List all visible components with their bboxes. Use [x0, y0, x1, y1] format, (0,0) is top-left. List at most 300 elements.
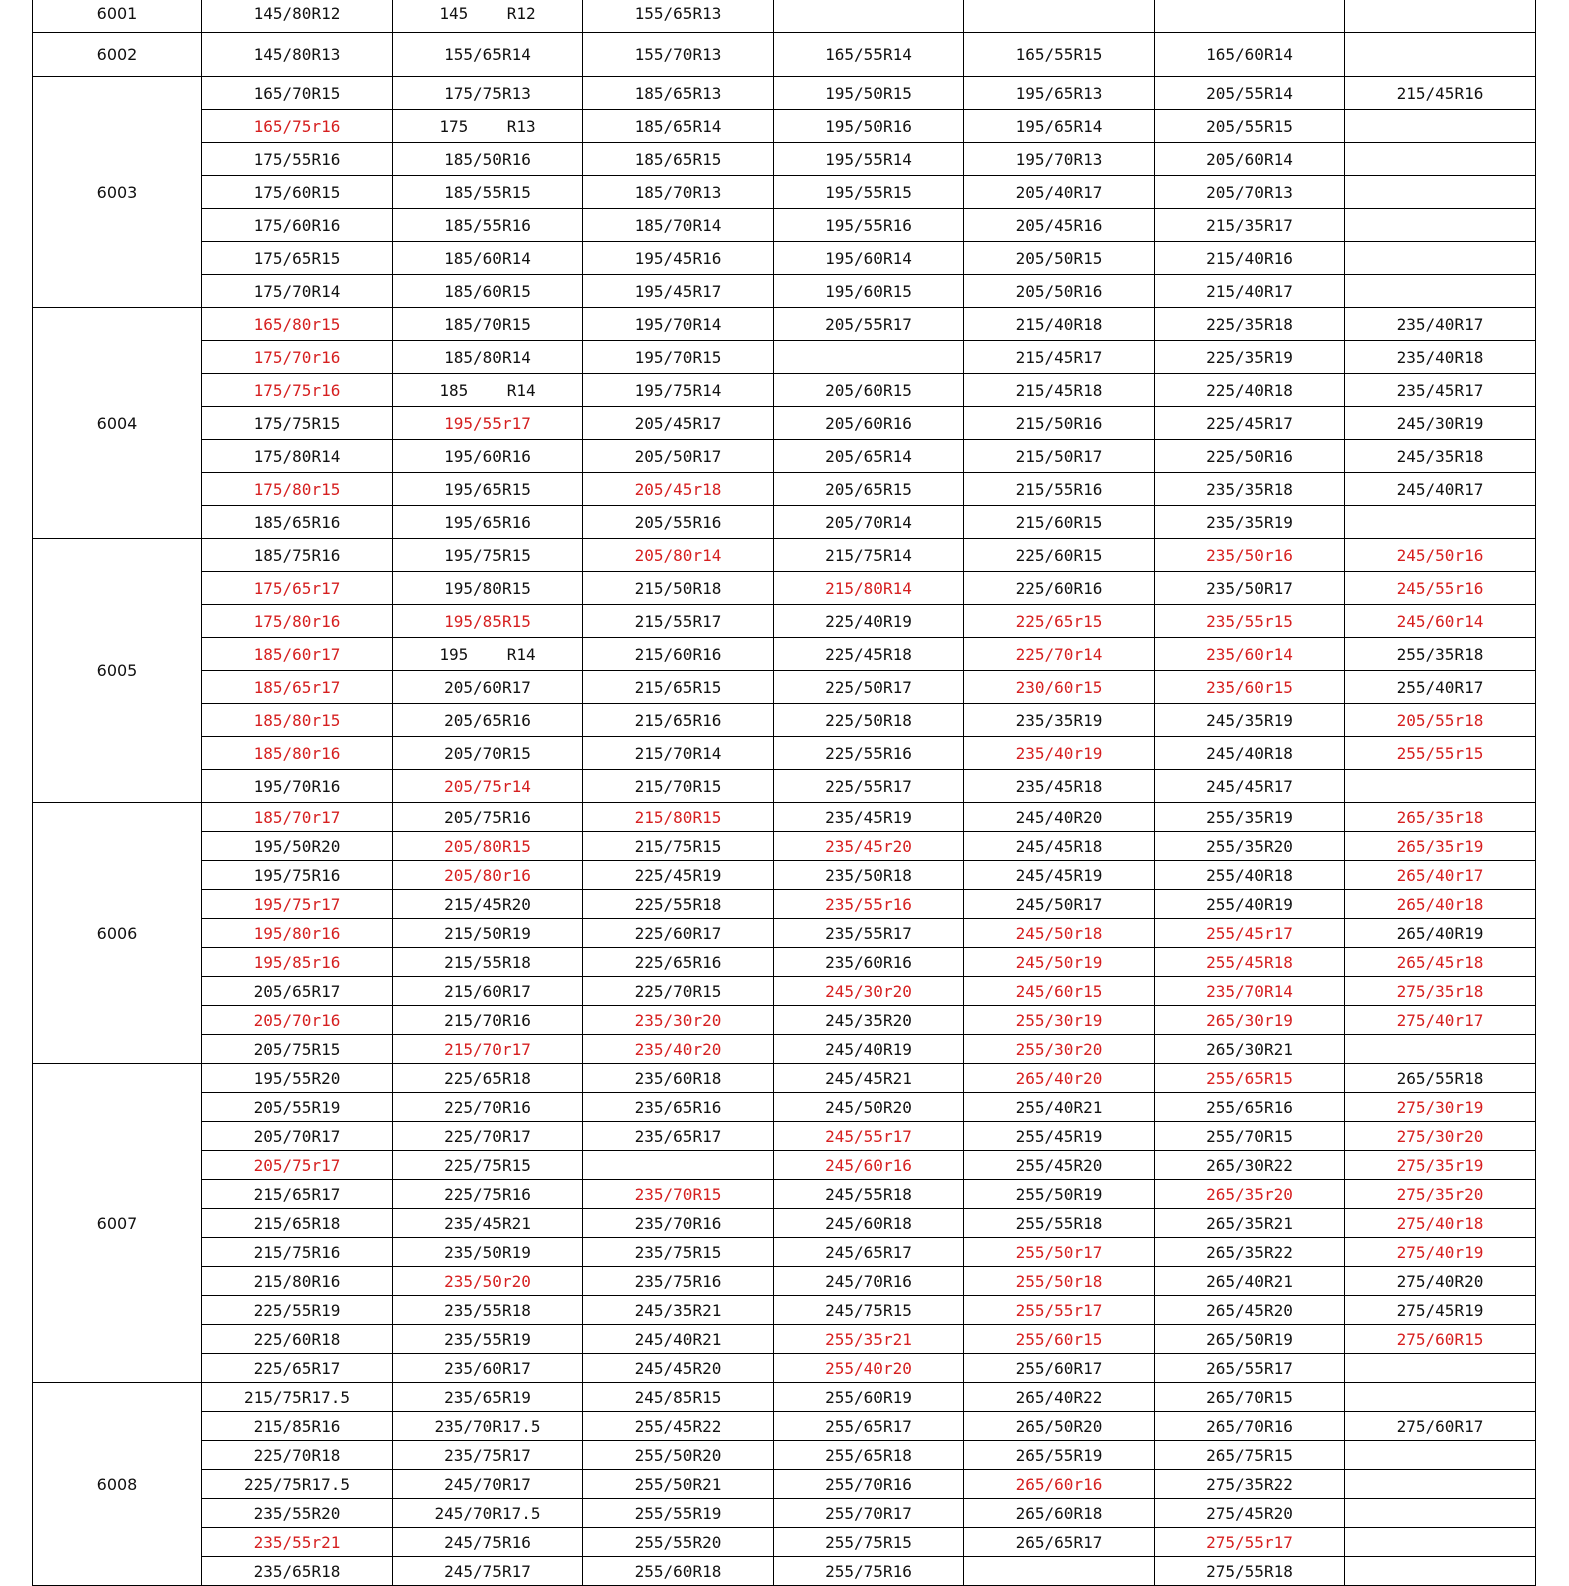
table-row	[33, 0, 1536, 33]
size-cell: 225/55R16	[774, 737, 964, 770]
size-cell: 205/65R15	[774, 473, 964, 506]
size-cell: 195/65R15	[393, 473, 583, 506]
size-cell: 225/50R18	[774, 704, 964, 737]
size-cell: 245/40R20	[964, 803, 1155, 832]
size-cell: 215/40R17	[1155, 275, 1345, 308]
size-cell: 195/60R15	[774, 275, 964, 308]
size-cell: 245/45R19	[964, 861, 1155, 890]
size-cell: 215/40R18	[964, 308, 1155, 341]
size-cell-highlighted: 175/80r15	[202, 473, 393, 506]
size-cell: 235/55R17	[774, 919, 964, 948]
size-cell-highlighted: 175/70r16	[202, 341, 393, 374]
size-cell: 185/55R15	[393, 176, 583, 209]
size-cell: 205/40R17	[964, 176, 1155, 209]
size-cell: 165/55R14	[774, 33, 964, 77]
size-cell-highlighted: 230/60r15	[964, 671, 1155, 704]
size-cell-highlighted: 235/55r21	[202, 1528, 393, 1557]
size-cell: 255/55R18	[964, 1209, 1155, 1238]
table-row	[33, 1209, 1536, 1238]
table-row	[33, 1354, 1536, 1383]
size-cell-highlighted: 255/45r17	[1155, 919, 1345, 948]
size-cell: 215/45R20	[393, 890, 583, 919]
size-cell-highlighted: 265/60r16	[964, 1470, 1155, 1499]
size-cell: 235/60R17	[393, 1354, 583, 1383]
size-cell-highlighted: 255/40r20	[774, 1354, 964, 1383]
size-cell-highlighted: 185/65r17	[202, 671, 393, 704]
size-cell: 255/70R16	[774, 1470, 964, 1499]
size-cell: 235/75R16	[583, 1267, 774, 1296]
table-row	[33, 473, 1536, 506]
size-cell: 215/45R17	[964, 341, 1155, 374]
size-cell: 215/75R17.5	[202, 1383, 393, 1412]
table-row	[33, 1267, 1536, 1296]
size-cell: 195/65R16	[393, 506, 583, 539]
size-cell: 195/75R15	[393, 539, 583, 572]
size-cell-highlighted: 275/60R15	[1345, 1325, 1536, 1354]
size-cell: 225/75R15	[393, 1151, 583, 1180]
size-cell: 175/70R14	[202, 275, 393, 308]
size-cell	[964, 0, 1155, 33]
table-row	[33, 209, 1536, 242]
size-cell: 215/65R16	[583, 704, 774, 737]
size-cell-highlighted: 255/30r20	[964, 1035, 1155, 1064]
size-cell: 205/75R15	[202, 1035, 393, 1064]
table-row	[33, 1383, 1536, 1412]
size-cell: 145 R12	[393, 0, 583, 33]
size-cell-highlighted: 175/80r16	[202, 605, 393, 638]
table-row	[33, 242, 1536, 275]
size-cell	[1345, 1470, 1536, 1499]
table-row	[33, 770, 1536, 803]
size-cell-highlighted: 245/50r18	[964, 919, 1155, 948]
size-cell-highlighted: 275/40r17	[1345, 1006, 1536, 1035]
size-cell: 215/60R17	[393, 977, 583, 1006]
size-cell	[1345, 143, 1536, 176]
size-cell: 235/45R19	[774, 803, 964, 832]
size-cell: 155/65R13	[583, 0, 774, 33]
size-cell: 235/35R18	[1155, 473, 1345, 506]
size-cell: 245/45R17	[1155, 770, 1345, 803]
size-cell: 245/85R15	[583, 1383, 774, 1412]
size-cell-highlighted: 225/70r14	[964, 638, 1155, 671]
size-cell: 225/50R17	[774, 671, 964, 704]
table-row	[33, 1180, 1536, 1209]
size-cell: 225/75R17.5	[202, 1470, 393, 1499]
size-cell: 195/55R20	[202, 1064, 393, 1093]
table-row	[33, 671, 1536, 704]
size-cell: 265/40R21	[1155, 1267, 1345, 1296]
size-cell: 195/75R16	[202, 861, 393, 890]
size-cell: 245/50R20	[774, 1093, 964, 1122]
size-cell: 225/75R16	[393, 1180, 583, 1209]
size-cell: 185/70R13	[583, 176, 774, 209]
size-cell: 215/55R17	[583, 605, 774, 638]
size-cell	[1345, 1035, 1536, 1064]
size-cell: 275/55R18	[1155, 1557, 1345, 1586]
size-cell: 175 R13	[393, 110, 583, 143]
table-row	[33, 1006, 1536, 1035]
table-row	[33, 737, 1536, 770]
size-cell: 235/35R19	[1155, 506, 1345, 539]
size-cell: 265/70R16	[1155, 1412, 1345, 1441]
size-cell: 245/35R18	[1345, 440, 1536, 473]
size-cell: 185/70R14	[583, 209, 774, 242]
size-cell: 255/35R20	[1155, 832, 1345, 861]
size-cell	[1345, 275, 1536, 308]
size-cell-highlighted: 195/85r16	[202, 948, 393, 977]
size-cell: 205/45R16	[964, 209, 1155, 242]
size-cell: 235/55R18	[393, 1296, 583, 1325]
size-cell: 235/65R16	[583, 1093, 774, 1122]
size-cell: 255/40R21	[964, 1093, 1155, 1122]
size-cell: 245/30R19	[1345, 407, 1536, 440]
size-cell: 205/60R17	[393, 671, 583, 704]
size-cell: 215/65R17	[202, 1180, 393, 1209]
size-cell-highlighted: 275/55r17	[1155, 1528, 1345, 1557]
size-cell: 155/70R13	[583, 33, 774, 77]
size-cell-highlighted: 265/40r17	[1345, 861, 1536, 890]
size-cell: 195/65R13	[964, 77, 1155, 110]
size-cell: 265/30R22	[1155, 1151, 1345, 1180]
size-cell: 195 R14	[393, 638, 583, 671]
size-cell: 205/70R17	[202, 1122, 393, 1151]
size-cell: 245/40R21	[583, 1325, 774, 1354]
size-cell-highlighted: 275/35r20	[1345, 1180, 1536, 1209]
size-cell: 245/35R20	[774, 1006, 964, 1035]
size-cell: 205/55R14	[1155, 77, 1345, 110]
size-cell: 215/60R16	[583, 638, 774, 671]
size-cell: 235/70R17.5	[393, 1412, 583, 1441]
size-cell-highlighted: 255/55r15	[1345, 737, 1536, 770]
size-cell	[1345, 770, 1536, 803]
size-cell-highlighted: 275/35r19	[1345, 1151, 1536, 1180]
size-cell: 175/60R16	[202, 209, 393, 242]
size-cell: 255/65R16	[1155, 1093, 1345, 1122]
table-row	[33, 1064, 1536, 1093]
size-cell: 195/50R20	[202, 832, 393, 861]
size-cell-highlighted: 205/75r17	[202, 1151, 393, 1180]
size-cell-highlighted: 195/80r16	[202, 919, 393, 948]
size-cell-highlighted: 205/70r16	[202, 1006, 393, 1035]
size-cell-highlighted: 205/45r18	[583, 473, 774, 506]
size-cell-highlighted: 195/55r17	[393, 407, 583, 440]
size-cell: 235/65R17	[583, 1122, 774, 1151]
size-cell: 175/55R16	[202, 143, 393, 176]
size-cell-highlighted: 255/65R15	[1155, 1064, 1345, 1093]
size-cell: 245/75R15	[774, 1296, 964, 1325]
size-cell: 205/60R15	[774, 374, 964, 407]
size-cell: 245/35R19	[1155, 704, 1345, 737]
size-cell: 195/55R14	[774, 143, 964, 176]
group-code-cell: 6004	[33, 308, 202, 539]
size-cell-highlighted: 245/55r17	[774, 1122, 964, 1151]
size-cell-highlighted: 245/30r20	[774, 977, 964, 1006]
size-cell-highlighted: 235/45r20	[774, 832, 964, 861]
size-cell: 225/45R18	[774, 638, 964, 671]
size-cell: 225/70R15	[583, 977, 774, 1006]
size-cell	[1345, 1557, 1536, 1586]
size-cell-highlighted: 165/80r15	[202, 308, 393, 341]
size-cell: 265/65R17	[964, 1528, 1155, 1557]
table-row	[33, 176, 1536, 209]
size-cell	[1345, 1383, 1536, 1412]
size-cell-highlighted: 215/80R14	[774, 572, 964, 605]
size-cell	[1345, 0, 1536, 33]
size-cell-highlighted: 275/40r19	[1345, 1238, 1536, 1267]
size-cell: 175/80R14	[202, 440, 393, 473]
size-cell: 215/55R16	[964, 473, 1155, 506]
size-cell-highlighted: 245/50r16	[1345, 539, 1536, 572]
size-cell: 195/75R14	[583, 374, 774, 407]
size-cell: 245/75R17	[393, 1557, 583, 1586]
size-cell: 165/55R15	[964, 33, 1155, 77]
size-cell: 235/40R18	[1345, 341, 1536, 374]
table-row	[33, 440, 1536, 473]
size-cell: 245/60R18	[774, 1209, 964, 1238]
size-cell: 195/55R15	[774, 176, 964, 209]
table-row	[33, 539, 1536, 572]
size-cell: 205/50R16	[964, 275, 1155, 308]
size-cell: 245/50R17	[964, 890, 1155, 919]
size-cell: 205/60R16	[774, 407, 964, 440]
size-cell: 265/35R22	[1155, 1238, 1345, 1267]
size-cell: 195/80R15	[393, 572, 583, 605]
size-cell: 195/45R17	[583, 275, 774, 308]
size-cell	[1345, 1441, 1536, 1470]
table-row	[33, 977, 1536, 1006]
table-row	[33, 1441, 1536, 1470]
size-cell-highlighted: 265/35r19	[1345, 832, 1536, 861]
size-cell: 215/50R18	[583, 572, 774, 605]
size-cell-highlighted: 255/60r15	[964, 1325, 1155, 1354]
table-row	[33, 638, 1536, 671]
size-cell: 225/55R17	[774, 770, 964, 803]
table-row	[33, 308, 1536, 341]
size-cell	[1345, 506, 1536, 539]
size-cell: 265/55R17	[1155, 1354, 1345, 1383]
size-cell: 265/35R21	[1155, 1209, 1345, 1238]
size-cell: 205/65R17	[202, 977, 393, 1006]
size-cell	[1345, 33, 1536, 77]
table-row	[33, 832, 1536, 861]
size-cell: 245/40R17	[1345, 473, 1536, 506]
size-cell: 195/60R16	[393, 440, 583, 473]
size-cell: 215/70R15	[583, 770, 774, 803]
size-cell	[1345, 1499, 1536, 1528]
size-cell: 235/55R20	[202, 1499, 393, 1528]
table-body	[33, 0, 1536, 1586]
size-cell: 235/75R15	[583, 1238, 774, 1267]
size-cell: 265/70R15	[1155, 1383, 1345, 1412]
size-cell	[1155, 0, 1345, 33]
size-cell: 255/65R18	[774, 1441, 964, 1470]
size-cell: 195/50R15	[774, 77, 964, 110]
size-cell-highlighted: 265/40r18	[1345, 890, 1536, 919]
size-cell: 265/75R15	[1155, 1441, 1345, 1470]
size-cell: 255/45R22	[583, 1412, 774, 1441]
size-cell: 235/45R18	[964, 770, 1155, 803]
size-cell-highlighted: 275/30r19	[1345, 1093, 1536, 1122]
size-cell: 205/75R16	[393, 803, 583, 832]
table-row	[33, 506, 1536, 539]
size-cell-highlighted: 235/50r16	[1155, 539, 1345, 572]
size-cell-highlighted: 235/70R14	[1155, 977, 1345, 1006]
table-row	[33, 275, 1536, 308]
size-cell: 275/40R20	[1345, 1267, 1536, 1296]
size-cell: 235/60R16	[774, 948, 964, 977]
size-cell: 235/60R18	[583, 1064, 774, 1093]
size-cell-highlighted: 255/35r21	[774, 1325, 964, 1354]
size-cell: 235/65R18	[202, 1557, 393, 1586]
size-cell: 245/70R17	[393, 1470, 583, 1499]
size-cell: 245/40R19	[774, 1035, 964, 1064]
size-cell-highlighted: 215/70r17	[393, 1035, 583, 1064]
size-cell-highlighted: 235/60r14	[1155, 638, 1345, 671]
size-cell: 215/75R16	[202, 1238, 393, 1267]
size-cell: 185 R14	[393, 374, 583, 407]
size-cell: 255/35R19	[1155, 803, 1345, 832]
size-cell-highlighted: 235/55r15	[1155, 605, 1345, 638]
size-cell: 265/40R19	[1345, 919, 1536, 948]
size-cell: 225/60R15	[964, 539, 1155, 572]
size-cell: 155/65R14	[393, 33, 583, 77]
size-cell: 265/30R21	[1155, 1035, 1345, 1064]
size-cell-highlighted: 255/45R18	[1155, 948, 1345, 977]
table-row	[33, 948, 1536, 977]
size-cell-highlighted: 265/30r19	[1155, 1006, 1345, 1035]
size-cell: 195/70R16	[202, 770, 393, 803]
size-cell: 215/70R16	[393, 1006, 583, 1035]
table-row	[33, 1296, 1536, 1325]
group-code-cell: 6007	[33, 1064, 202, 1383]
size-cell: 195/60R14	[774, 242, 964, 275]
size-cell: 255/45R20	[964, 1151, 1155, 1180]
size-cell: 235/50R18	[774, 861, 964, 890]
size-cell: 225/50R16	[1155, 440, 1345, 473]
size-cell-highlighted: 205/80r14	[583, 539, 774, 572]
size-cell: 225/45R19	[583, 861, 774, 890]
size-cell: 215/85R16	[202, 1412, 393, 1441]
size-cell: 215/40R16	[1155, 242, 1345, 275]
size-cell-highlighted: 195/75r17	[202, 890, 393, 919]
size-cell: 195/70R13	[964, 143, 1155, 176]
size-cell: 265/55R19	[964, 1441, 1155, 1470]
size-cell-highlighted: 235/30r20	[583, 1006, 774, 1035]
size-cell: 225/70R17	[393, 1122, 583, 1151]
size-cell: 275/45R20	[1155, 1499, 1345, 1528]
table-row	[33, 1499, 1536, 1528]
table-row	[33, 704, 1536, 737]
size-cell: 275/35R22	[1155, 1470, 1345, 1499]
table-row	[33, 1122, 1536, 1151]
size-cell: 235/50R19	[393, 1238, 583, 1267]
size-cell-highlighted: 195/85R15	[393, 605, 583, 638]
size-cell-highlighted: 265/35r20	[1155, 1180, 1345, 1209]
table-row	[33, 341, 1536, 374]
size-cell: 185/65R14	[583, 110, 774, 143]
size-cell: 235/45R17	[1345, 374, 1536, 407]
size-cell: 255/70R15	[1155, 1122, 1345, 1151]
size-cell: 145/80R13	[202, 33, 393, 77]
size-cell-highlighted: 255/30r19	[964, 1006, 1155, 1035]
size-cell: 255/60R17	[964, 1354, 1155, 1383]
size-cell: 245/55R18	[774, 1180, 964, 1209]
size-cell: 225/70R16	[393, 1093, 583, 1122]
table-row	[33, 77, 1536, 110]
size-cell-highlighted: 205/80R15	[393, 832, 583, 861]
size-cell: 205/70R13	[1155, 176, 1345, 209]
size-cell: 255/75R16	[774, 1557, 964, 1586]
size-cell: 145/80R12	[202, 0, 393, 33]
size-cell: 255/40R19	[1155, 890, 1345, 919]
table-row	[33, 605, 1536, 638]
size-cell-highlighted: 245/60r16	[774, 1151, 964, 1180]
size-cell	[1345, 242, 1536, 275]
size-cell-highlighted: 265/40r20	[964, 1064, 1155, 1093]
size-cell	[1345, 1528, 1536, 1557]
size-cell: 185/60R15	[393, 275, 583, 308]
table-row	[33, 143, 1536, 176]
size-cell-highlighted: 225/65r15	[964, 605, 1155, 638]
size-cell: 255/50R21	[583, 1470, 774, 1499]
size-cell: 235/50R17	[1155, 572, 1345, 605]
size-cell: 235/45R21	[393, 1209, 583, 1238]
size-cell: 255/55R20	[583, 1528, 774, 1557]
size-cell: 255/55R19	[583, 1499, 774, 1528]
table-row	[33, 572, 1536, 605]
size-cell: 205/60R14	[1155, 143, 1345, 176]
group-code-cell: 6001	[33, 0, 202, 33]
group-code-cell: 6006	[33, 803, 202, 1064]
size-cell-highlighted: 265/35r18	[1345, 803, 1536, 832]
size-cell-highlighted: 235/55r16	[774, 890, 964, 919]
size-cell: 265/55R18	[1345, 1064, 1536, 1093]
size-cell: 255/65R17	[774, 1412, 964, 1441]
table-row	[33, 1470, 1536, 1499]
size-cell: 225/55R19	[202, 1296, 393, 1325]
size-cell: 215/60R15	[964, 506, 1155, 539]
size-cell: 215/65R15	[583, 671, 774, 704]
size-cell: 225/40R19	[774, 605, 964, 638]
size-cell-highlighted: 185/80r15	[202, 704, 393, 737]
size-cell: 255/70R17	[774, 1499, 964, 1528]
size-cell: 175/75R15	[202, 407, 393, 440]
size-cell-highlighted: 235/60r15	[1155, 671, 1345, 704]
size-cell: 225/60R17	[583, 919, 774, 948]
table-row	[33, 890, 1536, 919]
size-cell: 165/60R14	[1155, 33, 1345, 77]
table-row	[33, 803, 1536, 832]
size-cell	[774, 0, 964, 33]
size-cell: 225/40R18	[1155, 374, 1345, 407]
size-cell-highlighted: 255/50r17	[964, 1238, 1155, 1267]
size-cell: 235/75R17	[393, 1441, 583, 1470]
size-cell-highlighted: 255/55r17	[964, 1296, 1155, 1325]
table-row	[33, 1557, 1536, 1586]
table-row	[33, 1093, 1536, 1122]
size-cell: 205/55R17	[774, 308, 964, 341]
size-cell: 215/65R18	[202, 1209, 393, 1238]
size-cell: 185/70R15	[393, 308, 583, 341]
size-cell: 195/65R14	[964, 110, 1155, 143]
size-cell: 235/40R17	[1345, 308, 1536, 341]
size-cell: 265/50R20	[964, 1412, 1155, 1441]
size-cell: 255/75R15	[774, 1528, 964, 1557]
size-cell-highlighted: 165/75r16	[202, 110, 393, 143]
size-cell: 265/50R19	[1155, 1325, 1345, 1354]
table-row	[33, 1325, 1536, 1354]
size-cell-highlighted: 275/30r20	[1345, 1122, 1536, 1151]
